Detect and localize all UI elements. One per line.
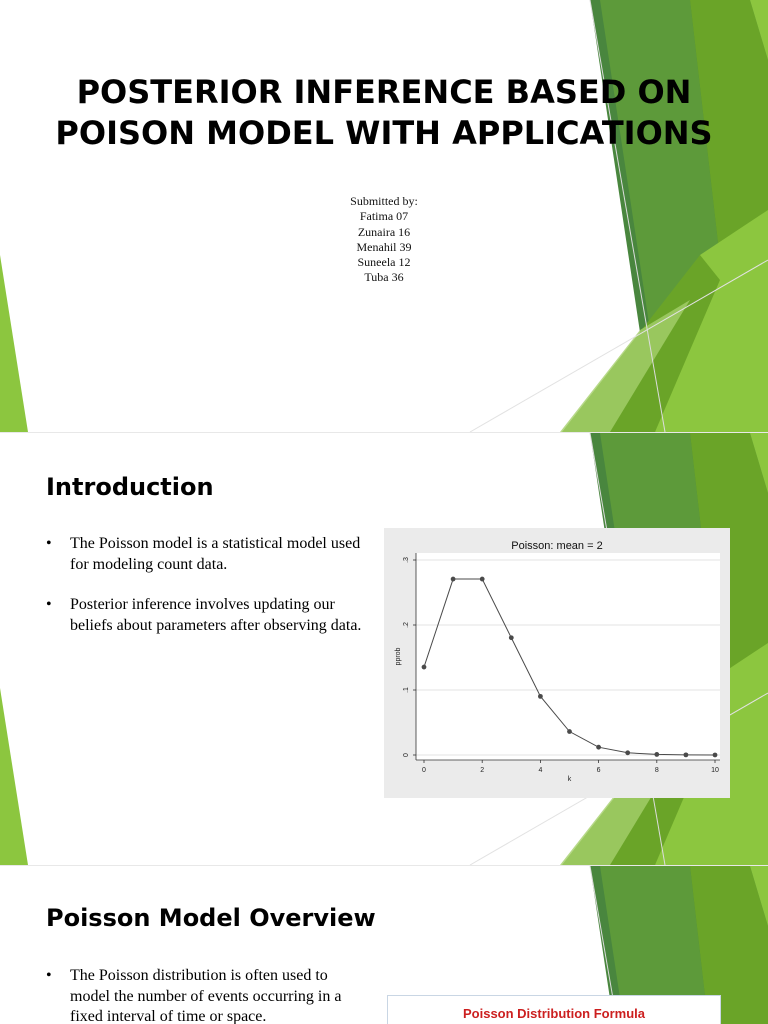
x-tick-label: 0 [422, 767, 426, 774]
formula-title: Poisson Distribution Formula [462, 1006, 645, 1021]
data-point [509, 635, 514, 640]
x-tick-label: 10 [711, 767, 719, 774]
x-tick-label: 8 [654, 767, 659, 774]
x-tick-label: 2 [480, 767, 485, 774]
y-tick-label: .2 [403, 622, 410, 628]
submitted-by-label: Submitted by: [350, 194, 418, 208]
data-point [625, 750, 630, 755]
x-tick-label: 4 [538, 767, 543, 774]
title-slide [0, 0, 768, 432]
data-point [451, 577, 456, 582]
author-name: Fatima 07 [359, 209, 409, 224]
bullet-text: The Poisson distribution is often used to model the number of events occurring in a fixed interval of time or space. [70, 967, 342, 1024]
slide-heading: Introduction [46, 473, 214, 501]
list-item [46, 595, 366, 636]
data-point [480, 577, 485, 582]
y-tick-label: .1 [403, 687, 410, 693]
data-point [654, 752, 659, 757]
formula-image [387, 995, 721, 1024]
y-tick-label: 0 [403, 753, 410, 757]
overview-slide [0, 866, 768, 1024]
chart-title: Poisson: mean = 2 [511, 540, 603, 552]
bullet-icon: • [46, 596, 52, 613]
bullet-icon: • [46, 535, 52, 552]
data-point [684, 752, 689, 757]
list-item [46, 966, 366, 1024]
bullet-icon: • [46, 967, 52, 984]
chart-svg [384, 528, 730, 798]
data-point [713, 753, 718, 758]
data-point [596, 745, 601, 750]
bullet-list [46, 966, 366, 1024]
data-point [567, 729, 572, 734]
poisson-chart [384, 528, 730, 798]
slide-heading: Poisson Model Overview [46, 904, 376, 932]
bullet-text: The Poisson model is a statistical model used for modeling count data. [70, 535, 361, 573]
y-tick-label: .3 [403, 557, 410, 563]
presentation-title: POSTERIOR INFERENCE BASED ON POISON MODEL WITH APPLICATIONS [55, 73, 713, 152]
data-point [538, 694, 543, 699]
x-tick-label: 6 [596, 767, 601, 774]
author-name: Suneela 12 [357, 255, 411, 270]
data-point [422, 665, 427, 670]
y-axis-label: pprob [395, 647, 402, 666]
bullet-list [46, 534, 366, 656]
introduction-slide [0, 433, 768, 865]
author-name: Tuba 36 [364, 270, 404, 285]
authors-block [284, 194, 484, 286]
list-item [46, 534, 366, 575]
author-name: Zunaira 16 [357, 224, 411, 239]
x-axis-label: k [567, 776, 572, 783]
bullet-text: Posterior inference involves updating our beliefs about parameters after observing data. [70, 596, 362, 634]
author-name: Menahil 39 [356, 239, 412, 254]
